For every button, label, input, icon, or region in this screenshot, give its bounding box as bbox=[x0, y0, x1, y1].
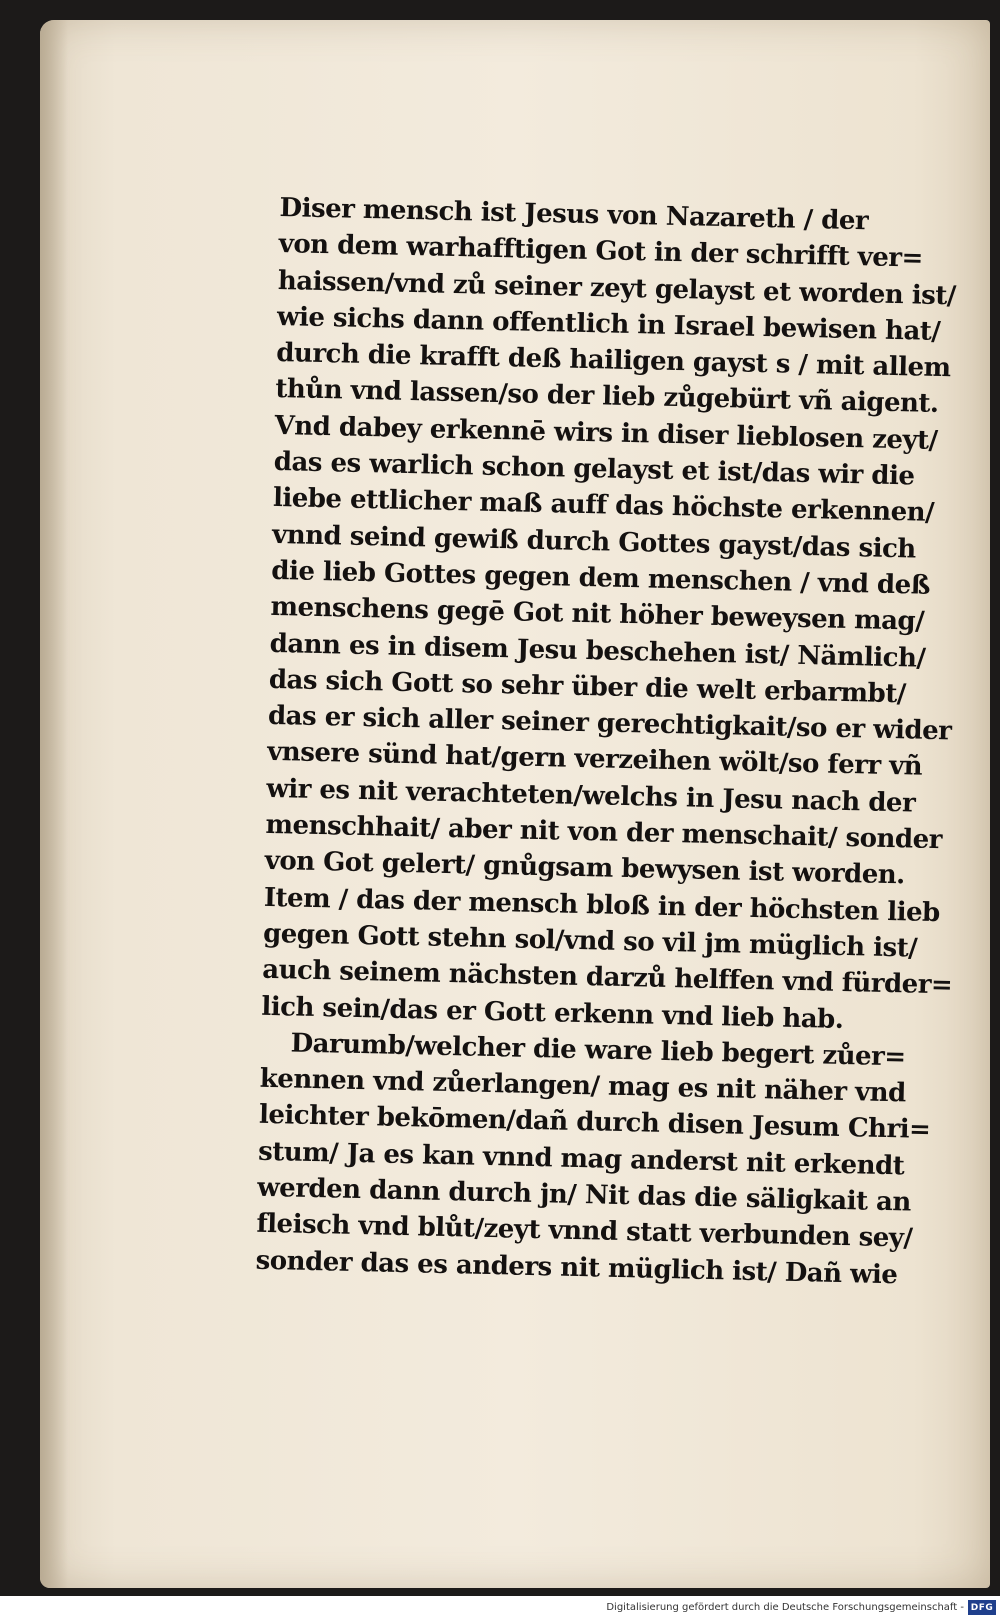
text-line: Vnd dabey erkennē wirs in diser lieblosen zeyt/ bbox=[274, 410, 938, 456]
text-line: sonder das es anders nit müglich ist/ Dañ wie bbox=[255, 1245, 898, 1290]
text-line: werden dann durch jn/ Nit das die säligkait an bbox=[257, 1172, 912, 1218]
text-line: fleisch vnd blůt/zeyt vnnd statt verbunden sey/ bbox=[256, 1209, 913, 1254]
footer-bar bbox=[0, 1596, 1000, 1622]
text-line: Diser mensch ist Jesus von Nazareth / der bbox=[279, 192, 869, 237]
text-line: Item / das der mensch bloß in der höchsten lieb bbox=[263, 882, 941, 928]
text-line: dann es in disem Jesu beschehen ist/ Nämlich/ bbox=[269, 628, 926, 674]
text-line: stum/ Ja es kan vnnd mag anderst nit erkendt bbox=[257, 1136, 905, 1182]
text-line: lich sein/das er Gott erkenn vnd lieb hab. bbox=[261, 991, 844, 1035]
dfg-logo: DFG bbox=[968, 1600, 996, 1615]
text-line: vnnd seind gewiß durch Gottes gayst/das sich bbox=[271, 519, 917, 565]
text-line: kennen vnd zůerlangen/ mag es nit näher vnd bbox=[259, 1063, 907, 1109]
text-line: haissen/vnd zů seiner zeyt gelayst et worden ist/ bbox=[277, 265, 957, 311]
text-line: das er sich aller seiner gerechtigkait/so er wider bbox=[267, 701, 952, 747]
text-line: leichter bekōmen/dañ durch disen Jesum Chri= bbox=[258, 1100, 931, 1146]
text-line: wir es nit verachteten/welchs in Jesu nach der bbox=[266, 773, 916, 819]
text-line: liebe ettlicher maß auff das höchste erkennen/ bbox=[272, 483, 935, 529]
body-text bbox=[255, 190, 1000, 1295]
text-line: das sich Gott so sehr über die welt erbarmbt/ bbox=[268, 664, 907, 710]
text-line: gegen Gott stehn sol/vnd so vil jm müglich ist/ bbox=[262, 918, 918, 964]
book-page bbox=[40, 20, 990, 1588]
text-line: vnsere sünd hat/gern verzeihen wölt/so ferr vñ bbox=[266, 737, 923, 783]
text-line: die lieb Gottes gegen dem menschen / vnd deß bbox=[271, 555, 931, 601]
digitization-credit: Digitalisierung gefördert durch die Deutsche Forschungsgemeinschaft - bbox=[606, 1602, 964, 1613]
text-line: wie sichs dann offentlich in Israel bewisen hat/ bbox=[276, 301, 941, 347]
text-line: Darumb/welcher die ware lieb begert zůer= bbox=[290, 1028, 906, 1073]
text-line: auch seinem nächsten darzů helffen vnd fürder= bbox=[261, 955, 953, 1001]
text-line: das es warlich schon gelayst et ist/das wir die bbox=[273, 447, 915, 492]
text-line: thůn vnd lassen/so der lieb zůgebürt vñ aigent. bbox=[275, 374, 939, 420]
text-line: von dem warhafftigen Got in der schrifft ver= bbox=[278, 229, 924, 274]
text-line: menschens gegē Got nit höher beweysen mag/ bbox=[270, 592, 925, 637]
text-line: menschhait/ aber nit von der menschait/ sonder bbox=[265, 809, 943, 856]
text-line: durch die krafft deß hailigen gayst s / mit allem bbox=[275, 338, 951, 384]
text-line: von Got gelert/ gnůgsam bewysen ist worden. bbox=[264, 846, 906, 891]
